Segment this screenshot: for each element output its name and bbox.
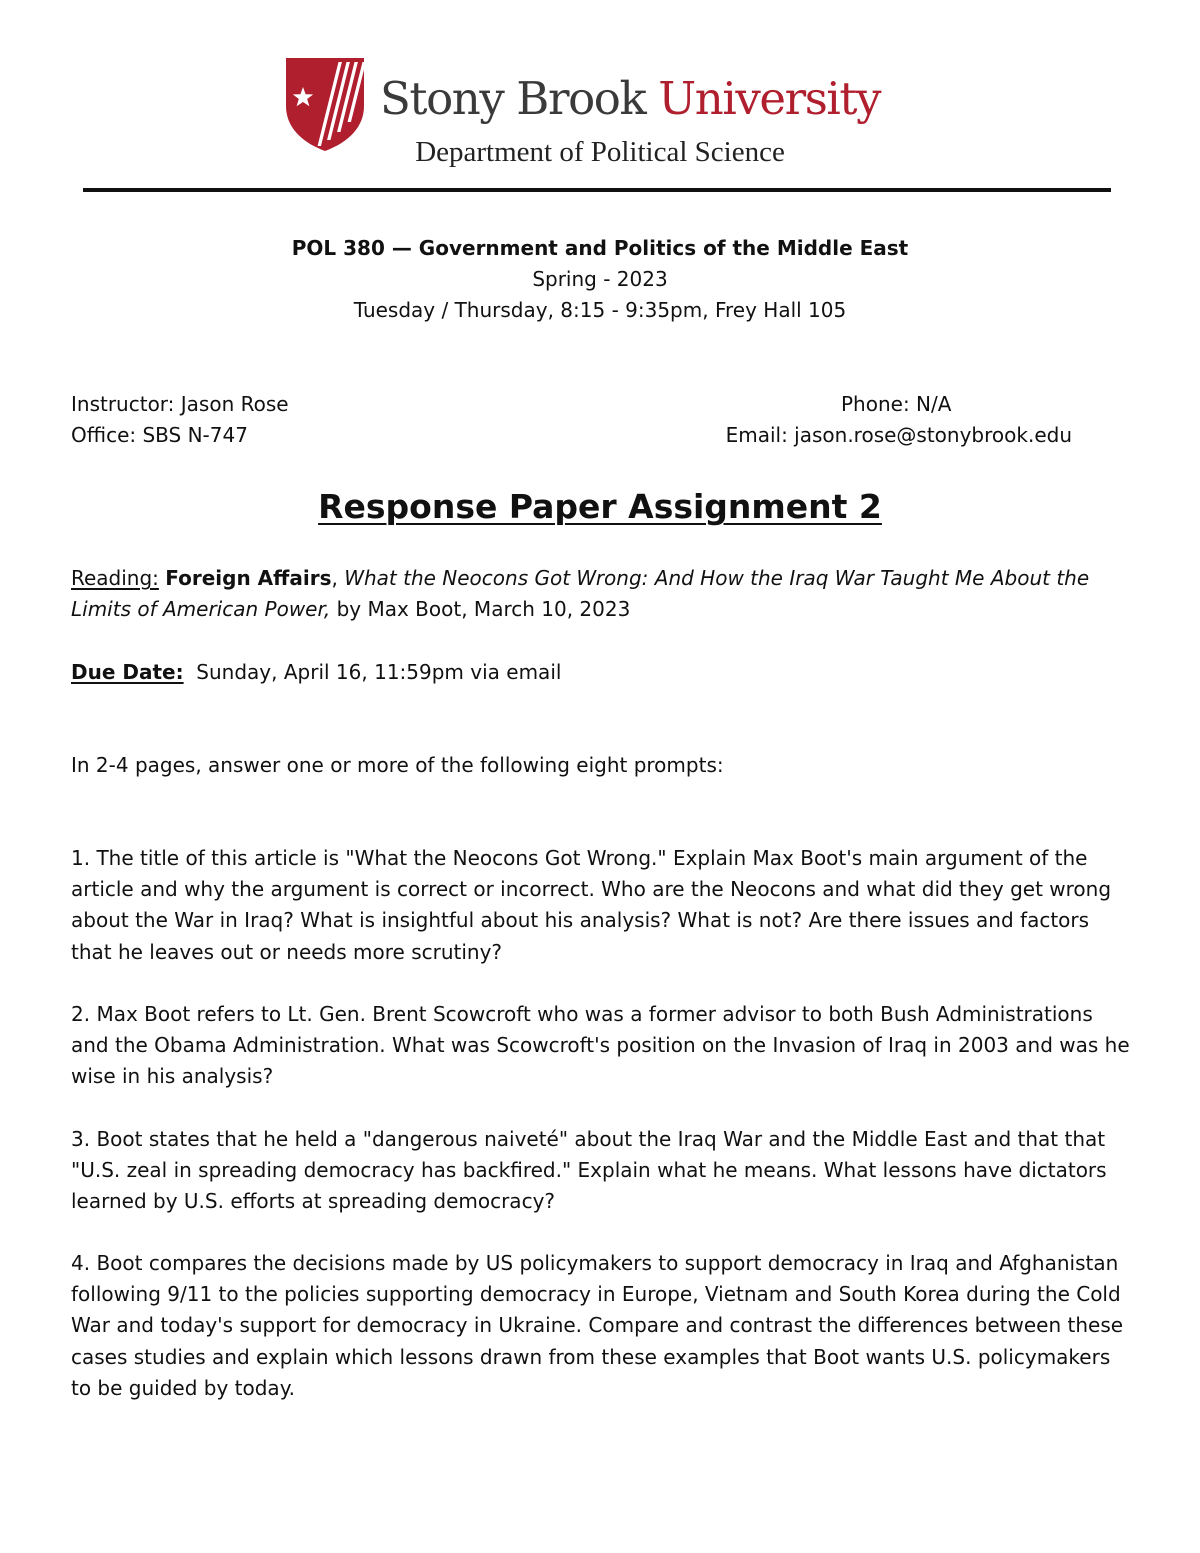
- due-label: Due Date:: [71, 660, 184, 684]
- instructor-email: Email: jason.rose@stonybrook.edu: [725, 423, 1072, 447]
- prompt-2: 2. Max Boot refers to Lt. Gen. Brent Scowcroft who was a former advisor to both Bush Administrations and the Obama Administration. What was Scowcroft's position on the Invasion of Iraq in 2003 and was he wise in his analysis?: [71, 1002, 1130, 1089]
- wordmark-university: University: [658, 72, 881, 125]
- university-wordmark: [380, 70, 880, 128]
- reading-source: Foreign Affairs: [165, 566, 332, 590]
- prompt-3: 3. Boot states that he held a "dangerous naiveté" about the Iraq War and the Middle East and that that "U.S. zeal in spreading democracy has backfired." Explain what he means. What lessons have dictators learned by U.S. efforts at spreading democracy?: [71, 1127, 1107, 1214]
- course-title: POL 380 — Government and Politics of the Middle East: [291, 236, 909, 260]
- assignment-heading: Response Paper Assignment 2: [318, 487, 882, 526]
- instructor-name: Instructor: Jason Rose: [71, 392, 289, 416]
- reading-comma: ,: [331, 566, 345, 590]
- prompt-1: 1. The title of this article is "What the Neocons Got Wrong." Explain Max Boot's main argument of the article and why the argument is correct or incorrect. Who are the Neocons and what did they get wrong about the War in Iraq? What is insightful about his analysis? What is not? Are there issues and factors that he leaves out or needs more scrutiny?: [71, 846, 1112, 964]
- wordmark-stony-brook: Stony Brook: [380, 72, 659, 125]
- instructor-office: Office: SBS N-747: [71, 423, 248, 447]
- reading-label: Reading:: [71, 566, 159, 590]
- due-date: [71, 657, 1133, 688]
- course-schedule: Tuesday / Thursday, 8:15 - 9:35pm, Frey Hall 105: [353, 298, 847, 322]
- reading-title: What the Neocons Got Wrong: And How the Iraq War Taught Me About the Limits of American Power,: [71, 566, 1090, 622]
- instructions-intro: In 2-4 pages, answer one or more of the following eight prompts:: [71, 753, 724, 777]
- department-name: Department of Political Science: [415, 136, 785, 168]
- prompt-4: 4. Boot compares the decisions made by US policymakers to support democracy in Iraq and Afghanistan following 9/11 to the policies supporting democracy in Europe, Vietnam and South Korea during the Cold War and today's support for democracy in Ukraine. Compare and contrast the differences between these cases studies and explain which lessons drawn from these examples that Boot wants U.S. policymakers to be guided by today.: [71, 1251, 1124, 1400]
- course-term: Spring - 2023: [532, 267, 668, 291]
- reading-citation: [71, 563, 1133, 625]
- header-divider: [83, 188, 1111, 192]
- instructor-phone: Phone: N/A: [841, 392, 952, 416]
- due-value: Sunday, April 16, 11:59pm via email: [183, 660, 562, 684]
- reading-byline: by Max Boot, March 10, 2023: [330, 597, 631, 622]
